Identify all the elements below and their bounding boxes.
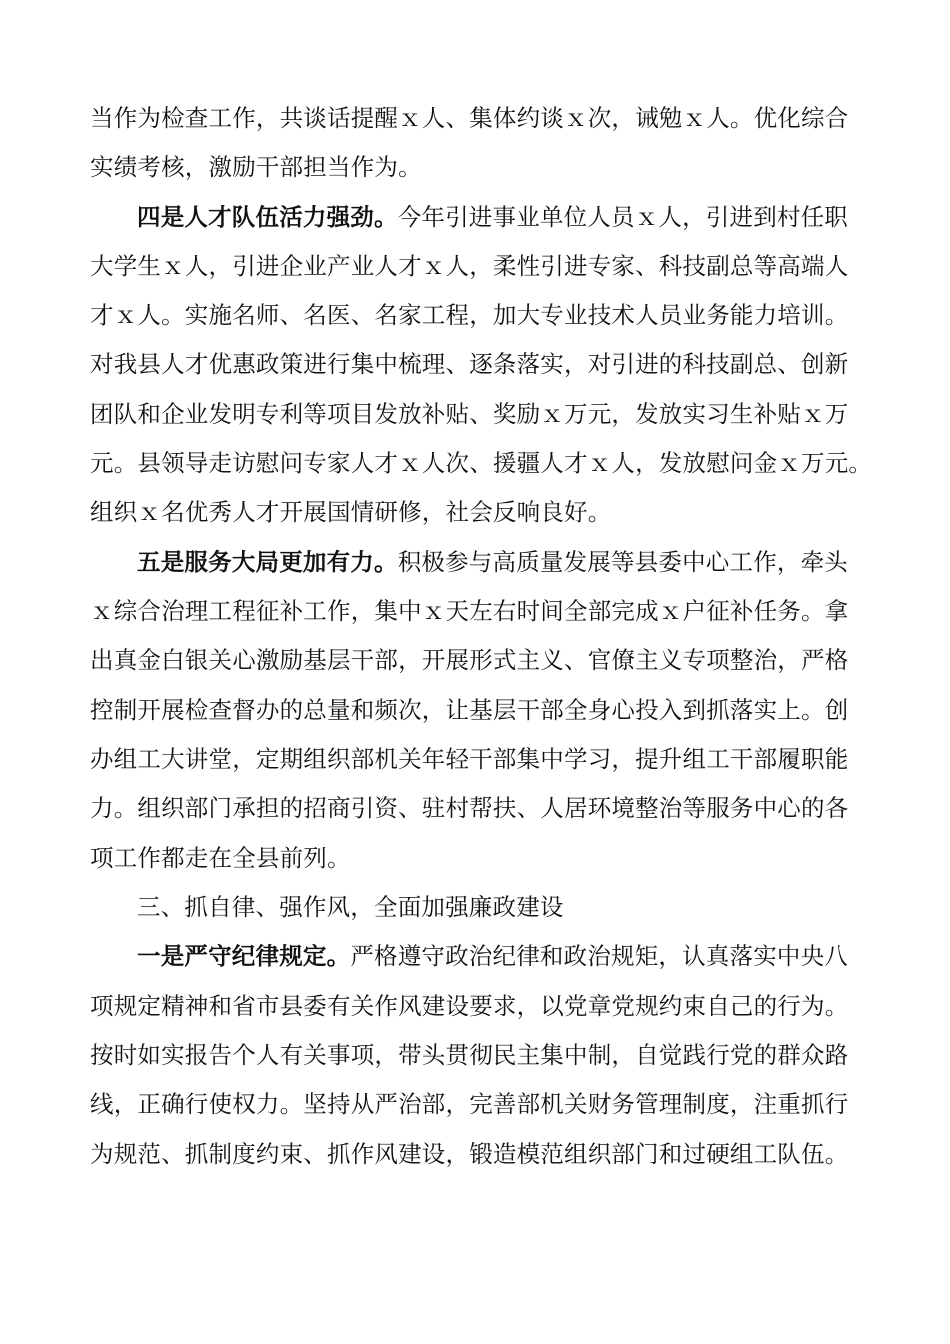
text-line: 办组工大讲堂，定期组织部机关年轻干部集中学习，提升组工干部履职能 [90,745,849,773]
section-heading: 三、抓自律、强作风，全面加强廉政建设 [137,893,564,921]
text-line: 按时如实报告个人有关事项，带头贯彻民主集中制，自觉践行党的群众路 [90,1041,849,1069]
text-line: 力。组织部门承担的招商引资、驻村帮扶、人居环境整治等服务中心的各 [90,794,849,822]
text-line: 才ｘ人。实施名师、名医、名家工程，加大专业技术人员业务能力培训。 [90,301,849,329]
text-line: 组织ｘ名优秀人才开展国情研修，社会反响良好。 [90,498,612,526]
paragraph-text: 积极参与高质量发展等县委中心工作，牵头 [397,548,849,576]
text-line: 大学生ｘ人，引进企业产业人才ｘ人，柔性引进专家、科技副总等高端人 [90,252,849,280]
text-line: 线，正确行使权力。坚持从严治部，完善部机关财务管理制度，注重抓行 [90,1090,849,1118]
paragraph-line [137,936,848,976]
text-line: 元。县领导走访慰问专家人才ｘ人次、援疆人才ｘ人，发放慰问金ｘ万元。 [90,449,873,477]
paragraph-heading: 五是服务大局更加有力。 [137,548,398,576]
text-line: 为规范、抓制度约束、抓作风建设，锻造模范组织部门和过硬组工队伍。 [90,1140,849,1168]
paragraph-text: 严格遵守政治纪律和政治规矩，认真落实中央八 [350,942,849,970]
text-line: 实绩考核，激励干部担当作为。 [90,153,422,181]
text-line: 团队和企业发明专利等项目发放补贴、奖励ｘ万元，发放实习生补贴ｘ万 [90,400,849,428]
paragraph-heading: 四是人才队伍活力强劲。 [137,203,398,231]
text-line: 对我县人才优惠政策进行集中梳理、逐条落实，对引进的科技副总、创新 [90,350,849,378]
paragraph-line [137,542,848,582]
text-line: 项规定精神和省市县委有关作风建设要求，以党章党规约束自己的行为。 [90,992,849,1020]
text-line: 项工作都走在全县前列。 [90,844,351,872]
text-line: ｘ综合治理工程征补工作，集中ｘ天左右时间全部完成ｘ户征补任务。拿 [90,597,849,625]
paragraph-line [137,197,848,237]
paragraph-text: 今年引进事业单位人员ｘ人，引进到村任职 [397,203,849,231]
text-line: 当作为检查工作，共谈话提醒ｘ人、集体约谈ｘ次，诫勉ｘ人。优化综合 [90,104,849,132]
paragraph-heading: 一是严守纪律规定。 [137,942,351,970]
text-line: 出真金白银关心激励基层干部，开展形式主义、官僚主义专项整治，严格 [90,646,849,674]
text-line: 控制开展检查督办的总量和频次，让基层干部全身心投入到抓落实上。创 [90,696,849,724]
